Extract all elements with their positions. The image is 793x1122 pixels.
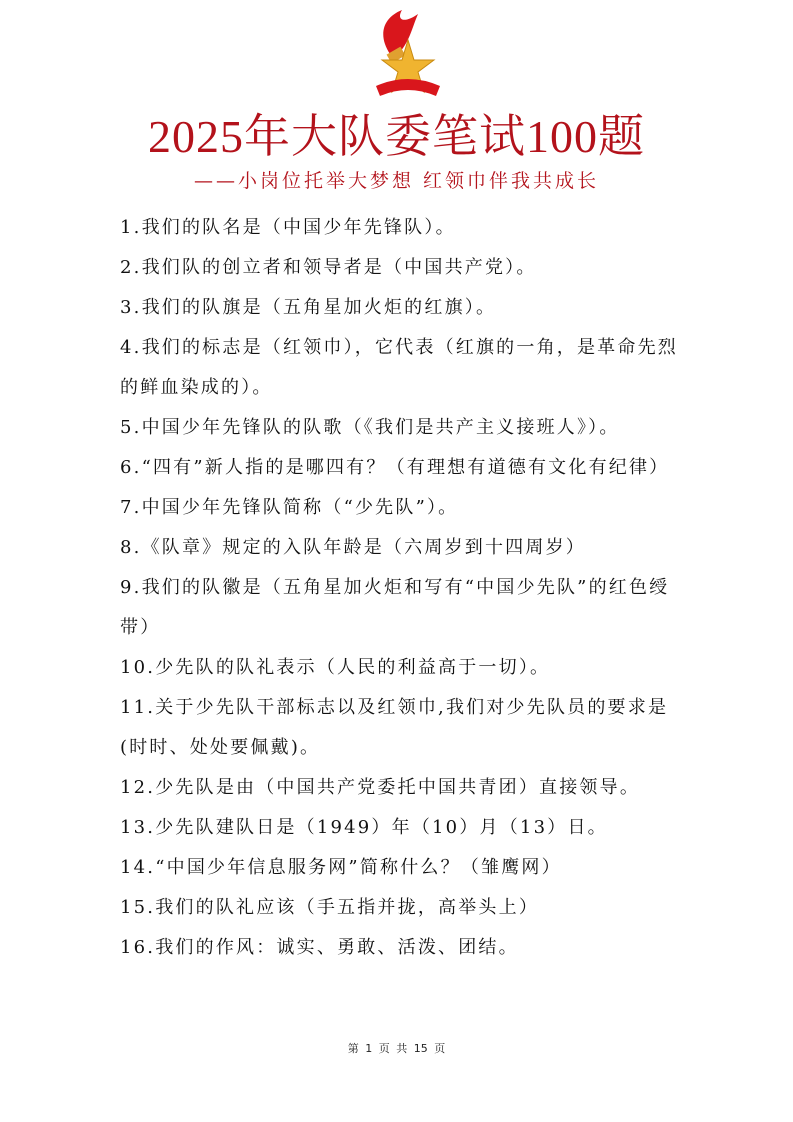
question-item: 6.“四有”新人指的是哪四有？（有理想有道德有文化有纪律） bbox=[120, 457, 670, 478]
question-item: 2.我们队的创立者和领导者是（中国共产党）。 bbox=[120, 257, 537, 278]
question-item: 15.我们的队礼应该（手五指并拢，高举头上） bbox=[120, 897, 540, 918]
question-item: 11.关于少先队干部标志以及红领巾,我们对少先队员的要求是(时时、处处要佩戴)。 bbox=[120, 697, 669, 758]
page-footer: 第 1 页 共 15 页 bbox=[347, 1042, 446, 1055]
question-item: 13.少先队建队日是（1949）年（10）月（13）日。 bbox=[120, 817, 608, 838]
question-item: 7.中国少年先锋队简称（“少先队”）。 bbox=[120, 497, 459, 518]
question-item: 9.我们的队徽是（五角星加火炬和写有“中国少先队”的红色绶带） bbox=[120, 577, 670, 638]
question-list bbox=[120, 208, 680, 968]
question-item: 12.少先队是由（中国共产党委托中国共青团）直接领导。 bbox=[120, 777, 641, 798]
question-item: 4.我们的标志是（红领巾），它代表（红旗的一角，是革命先烈的鲜血染成的）。 bbox=[120, 337, 678, 398]
question-item: 1.我们的队名是（中国少年先锋队）。 bbox=[120, 217, 456, 238]
young-pioneers-emblem-logo bbox=[360, 6, 444, 102]
question-item: 16.我们的作风：诚实、勇敢、活泼、团结。 bbox=[120, 937, 519, 958]
question-item: 3.我们的队旗是（五角星加火炬的红旗）。 bbox=[120, 297, 497, 318]
document-subtitle: ——小岗位托举大梦想 红领巾伴我共成长 bbox=[193, 170, 600, 192]
question-item: 14.“中国少年信息服务网”简称什么？（雏鹰网） bbox=[120, 857, 562, 878]
document-title: 2025年大队委笔试100题 bbox=[148, 111, 645, 162]
question-item: 8.《队章》规定的入队年龄是（六周岁到十四周岁） bbox=[120, 537, 586, 558]
question-item: 5.中国少年先锋队的队歌（《我们是共产主义接班人》）。 bbox=[120, 417, 620, 438]
question-item: 10.少先队的队礼表示（人民的利益高于一切）。 bbox=[120, 657, 551, 678]
